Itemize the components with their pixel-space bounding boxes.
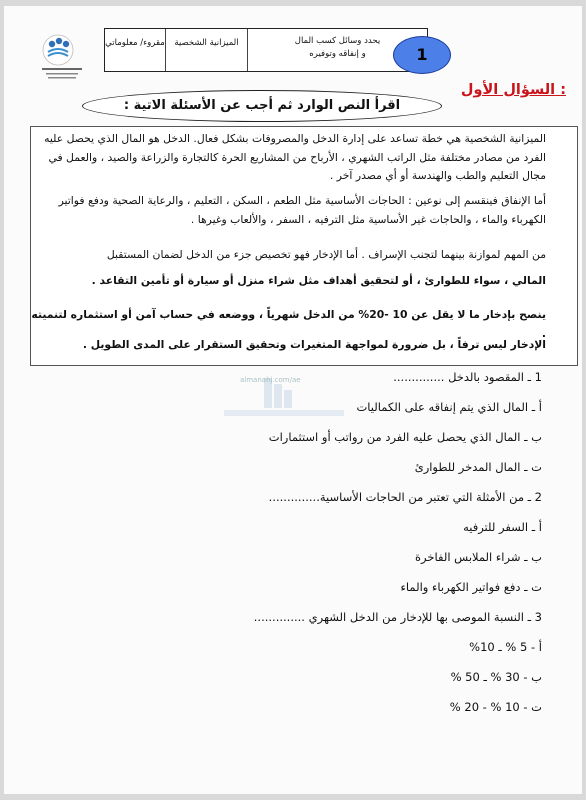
question-1-stem: 1 ـ المقصود بالدخل ..............	[393, 370, 542, 384]
passage-paragraph-2: أما الإنفاق فينقسم إلى نوعين : الحاجات الأساسية مثل الطعم ، السكن ، التعليم ، والرعاية الصحية ودفع فواتير الكهرباء والماء ، والحاجات غير الأساسية مثل الترفيه ، السفر ، والألعاب وغيرها .	[58, 194, 546, 226]
question-2-option-b[interactable]: ب ـ شراء الملابس الفاخرة	[415, 550, 542, 564]
question-1-option-a[interactable]: أ ـ المال الذي يتم إنفاقه على الكماليات	[356, 400, 542, 414]
header-objective-line2: و إنفاقه وتوفيره	[309, 49, 366, 59]
watermark-text: almanahj.com/ae	[240, 376, 301, 384]
question-1-option-b[interactable]: ب ـ المال الذي يحصل عليه الفرد من رواتب أو استثمارات	[268, 430, 542, 444]
question-number-badge: 1	[393, 36, 451, 74]
header-topic: الميزانية الشخصية	[165, 29, 247, 71]
question-3-option-a[interactable]: أ - 5 % ـ 10%	[469, 640, 542, 654]
question-3-option-c[interactable]: ت - 10 % - 20 %	[449, 700, 542, 714]
passage-paragraph-1: الميزانية الشخصية هي خطة تساعد على إدارة الدخل والمصروفات بشكل فعال. الدخل هو المال الذي يحصل عليه الفرد من مصادر مختلفة مثل الراتب الشهري ، الأرباح من المشاريع الحرة كالتجارة والزراعة والصيد ، والعمل في مجال التعليم والطب والهندسة أو أي مصدر آخر .	[44, 132, 546, 182]
passage-paragraph-5: ينصح بإدخار ما لا يقل عن 10 -20% من الدخل شهرياً ، ووضعه في حساب آمن أو استثماره لتنميته .	[31, 308, 546, 340]
question-1-option-c[interactable]: ت ـ المال المدخر للطوارئ	[414, 460, 542, 474]
worksheet-page	[4, 6, 582, 794]
header-type: مقروء/ معلوماتي	[105, 38, 165, 48]
question-3-stem: 3 ـ النسبة الموصى بها للإدخار من الدخل الشهري ..............	[253, 610, 542, 624]
passage-paragraph-4: المالي ، سواء للطوارئ ، أو لتحقيق أهداف مثل شراء منزل أو سيارة أو تأمين التقاعد .	[91, 274, 546, 287]
header-objective-line1: يحدد وسائل كسب المال	[294, 36, 381, 46]
passage-paragraph-3: من المهم لموازنة بينهما لتجنب الإسراف . أما الإدخار فهو تخصيص جزء من الدخل لضمان المستقبل	[106, 248, 546, 261]
instruction-bubble: اقرأ النص الوارد ثم أجب عن الأسئلة الاتية :	[82, 90, 442, 122]
lesson-header-box	[104, 28, 428, 72]
question-3-option-b[interactable]: ب - 30 % ـ 50 %	[450, 670, 542, 684]
question-title: السؤال الأول :	[460, 82, 566, 98]
question-2-option-c[interactable]: ت ـ دفع فواتير الكهرباء والماء	[400, 580, 542, 594]
question-2-stem: 2 ـ من الأمثلة التي تعتبر من الحاجات الأساسية..............	[268, 490, 542, 504]
school-logo	[38, 32, 102, 88]
passage-paragraph-6: الإدخار ليس ترفاً ، بل ضرورة لمواجهة المتغيرات وتحقيق الستقرار على المدى الطويل .	[82, 338, 546, 351]
question-2-option-a[interactable]: أ ـ السفر للترفيه	[463, 520, 542, 534]
